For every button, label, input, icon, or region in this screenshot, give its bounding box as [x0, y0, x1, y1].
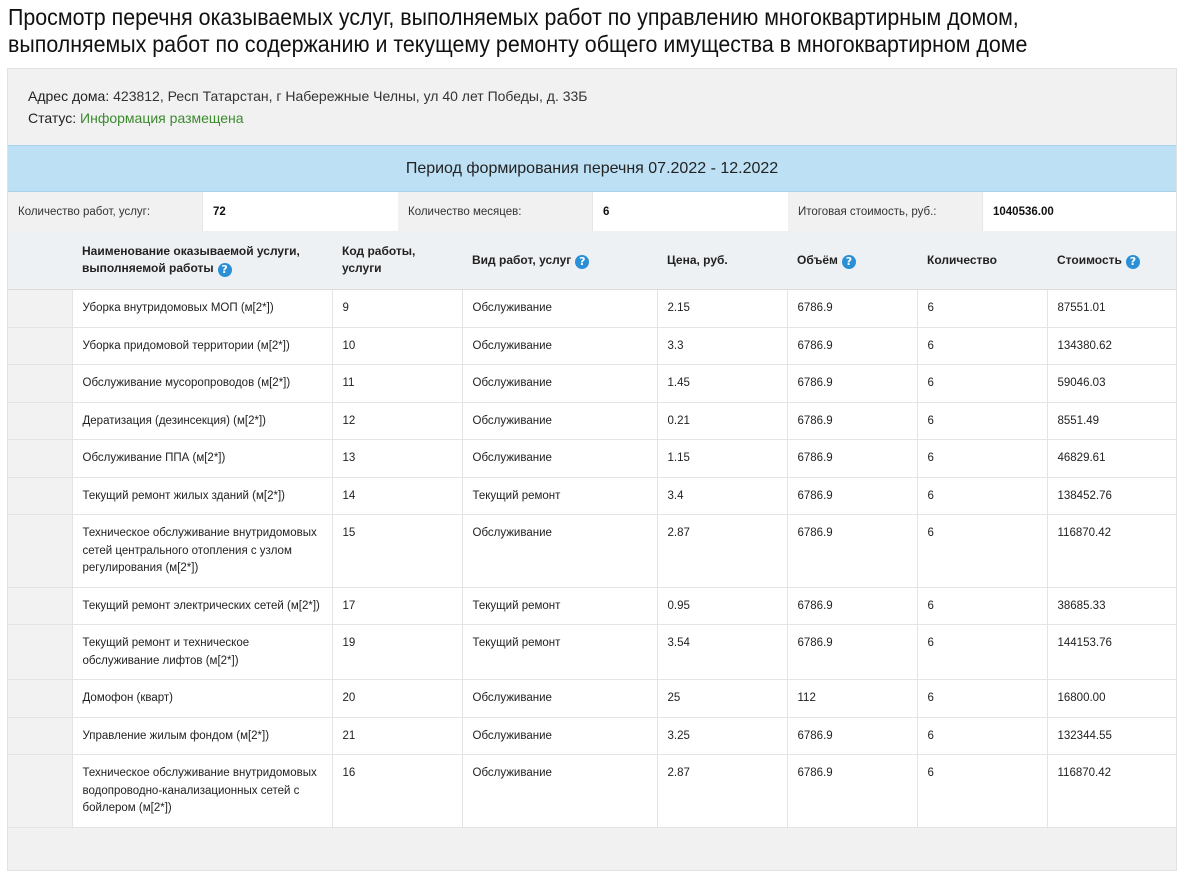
address-value: 423812, Респ Татарстан, г Набережные Челны, ул 40 лет Победы, д. 33Б — [113, 88, 588, 104]
cell-name: Обслуживание ППА (м[2*]) — [72, 440, 332, 478]
cell-name: Дератизация (дезинсекция) (м[2*]) — [72, 402, 332, 440]
cell-cost: 59046.03 — [1047, 365, 1176, 403]
works-count-label: Количество работ, услуг: — [8, 192, 203, 231]
row-gutter — [8, 402, 72, 440]
cell-type: Обслуживание — [462, 365, 657, 403]
summary-row — [8, 192, 1176, 231]
row-gutter — [8, 755, 72, 828]
cell-code: 14 — [332, 477, 462, 515]
cell-qty: 6 — [917, 515, 1047, 588]
months-count-label: Количество месяцев: — [398, 192, 593, 231]
cell-type: Текущий ремонт — [462, 625, 657, 680]
period-header: Период формирования перечня 07.2022 - 12.2022 — [8, 145, 1176, 192]
cell-code: 9 — [332, 290, 462, 328]
cell-volume: 6786.9 — [787, 290, 917, 328]
row-gutter — [8, 515, 72, 588]
page-title: Просмотр перечня оказываемых услуг, выполняемых работ по управлению многоквартирным домом, выполняемых работ по содержанию и текущему ремонту общего имущества в многоквартирном доме — [8, 4, 1028, 57]
table-row — [8, 587, 1176, 625]
cell-code: 12 — [332, 402, 462, 440]
cell-code: 15 — [332, 515, 462, 588]
cell-name: Текущий ремонт и техническое обслуживание лифтов (м[2*]) — [72, 625, 332, 680]
cell-qty: 6 — [917, 327, 1047, 365]
cell-volume: 112 — [787, 680, 917, 718]
cell-price: 0.21 — [657, 402, 787, 440]
header-volume: Объём ? — [787, 231, 917, 290]
row-gutter — [8, 327, 72, 365]
cell-code: 21 — [332, 717, 462, 755]
table-row — [8, 365, 1176, 403]
row-gutter — [8, 587, 72, 625]
table-header-row — [8, 231, 1176, 290]
header-code: Код работы, услуги — [332, 231, 462, 290]
cell-cost: 116870.42 — [1047, 755, 1176, 828]
status-line — [28, 109, 244, 127]
table-row — [8, 440, 1176, 478]
cell-cost: 87551.01 — [1047, 290, 1176, 328]
total-cost-label: Итоговая стоимость, руб.: — [788, 192, 983, 231]
table-row — [8, 515, 1176, 588]
table-row — [8, 327, 1176, 365]
cell-cost: 138452.76 — [1047, 477, 1176, 515]
cell-name: Управление жилым фондом (м[2*]) — [72, 717, 332, 755]
cell-name: Уборка придомовой территории (м[2*]) — [72, 327, 332, 365]
cell-cost: 16800.00 — [1047, 680, 1176, 718]
table-row — [8, 290, 1176, 328]
cell-type: Текущий ремонт — [462, 587, 657, 625]
cell-name: Текущий ремонт жилых зданий (м[2*]) — [72, 477, 332, 515]
header-name: Наименование оказываемой услуги, выполняемой работы ? — [72, 231, 332, 290]
table-row — [8, 402, 1176, 440]
cell-volume: 6786.9 — [787, 587, 917, 625]
cell-cost: 8551.49 — [1047, 402, 1176, 440]
cell-type: Обслуживание — [462, 515, 657, 588]
row-gutter — [8, 717, 72, 755]
cell-code: 11 — [332, 365, 462, 403]
cell-name: Обслуживание мусоропроводов (м[2*]) — [72, 365, 332, 403]
row-gutter — [8, 290, 72, 328]
cell-volume: 6786.9 — [787, 440, 917, 478]
cell-name: Уборка внутридомовых МОП (м[2*]) — [72, 290, 332, 328]
cell-price: 3.3 — [657, 327, 787, 365]
cell-qty: 6 — [917, 625, 1047, 680]
header-qty: Количество — [917, 231, 1047, 290]
total-cost-value: 1040536.00 — [983, 192, 1176, 231]
table-row — [8, 755, 1176, 828]
row-gutter — [8, 440, 72, 478]
cell-name: Домофон (кварт) — [72, 680, 332, 718]
cell-type: Обслуживание — [462, 755, 657, 828]
address-line — [28, 87, 587, 105]
cell-volume: 6786.9 — [787, 515, 917, 588]
help-icon[interactable]: ? — [842, 255, 856, 269]
cell-type: Обслуживание — [462, 402, 657, 440]
row-gutter — [8, 477, 72, 515]
cell-qty: 6 — [917, 717, 1047, 755]
cell-price: 0.95 — [657, 587, 787, 625]
works-count-value: 72 — [203, 192, 398, 231]
cell-cost: 144153.76 — [1047, 625, 1176, 680]
cell-price: 25 — [657, 680, 787, 718]
address-label: Адрес дома: — [28, 88, 110, 104]
months-count-value: 6 — [593, 192, 788, 231]
cell-price: 1.45 — [657, 365, 787, 403]
cell-name: Техническое обслуживание внутридомовых водопроводно-канализационных сетей с бойлером (м[2*]) — [72, 755, 332, 828]
cell-qty: 6 — [917, 587, 1047, 625]
cell-name: Техническое обслуживание внутридомовых сетей центрального отопления с узлом регулирования (м[2*]) — [72, 515, 332, 588]
header-price: Цена, руб. — [657, 231, 787, 290]
cell-type: Обслуживание — [462, 717, 657, 755]
cell-code: 16 — [332, 755, 462, 828]
cell-qty: 6 — [917, 290, 1047, 328]
cell-code: 10 — [332, 327, 462, 365]
cell-price: 1.15 — [657, 440, 787, 478]
cell-price: 2.87 — [657, 755, 787, 828]
cell-cost: 116870.42 — [1047, 515, 1176, 588]
cell-code: 17 — [332, 587, 462, 625]
cell-type: Обслуживание — [462, 290, 657, 328]
cell-cost: 46829.61 — [1047, 440, 1176, 478]
table-row — [8, 680, 1176, 718]
table-row — [8, 625, 1176, 680]
help-icon[interactable]: ? — [575, 255, 589, 269]
cell-qty: 6 — [917, 477, 1047, 515]
services-panel — [7, 68, 1177, 871]
cell-volume: 6786.9 — [787, 717, 917, 755]
row-gutter — [8, 680, 72, 718]
cell-volume: 6786.9 — [787, 755, 917, 828]
cell-volume: 6786.9 — [787, 365, 917, 403]
help-icon[interactable]: ? — [1126, 255, 1140, 269]
services-table — [8, 231, 1176, 828]
cell-price: 2.15 — [657, 290, 787, 328]
cell-volume: 6786.9 — [787, 327, 917, 365]
cell-name: Текущий ремонт электрических сетей (м[2*]) — [72, 587, 332, 625]
cell-code: 13 — [332, 440, 462, 478]
cell-qty: 6 — [917, 365, 1047, 403]
header-type: Вид работ, услуг ? — [462, 231, 657, 290]
row-gutter — [8, 365, 72, 403]
header-cost: Стоимость ? — [1047, 231, 1176, 290]
cell-qty: 6 — [917, 440, 1047, 478]
table-row — [8, 717, 1176, 755]
cell-qty: 6 — [917, 755, 1047, 828]
cell-type: Обслуживание — [462, 327, 657, 365]
cell-code: 20 — [332, 680, 462, 718]
cell-volume: 6786.9 — [787, 402, 917, 440]
cell-volume: 6786.9 — [787, 625, 917, 680]
cell-type: Текущий ремонт — [462, 477, 657, 515]
cell-qty: 6 — [917, 680, 1047, 718]
cell-cost: 132344.55 — [1047, 717, 1176, 755]
cell-type: Обслуживание — [462, 680, 657, 718]
cell-cost: 134380.62 — [1047, 327, 1176, 365]
table-row — [8, 477, 1176, 515]
cell-price: 3.25 — [657, 717, 787, 755]
row-gutter — [8, 625, 72, 680]
help-icon[interactable]: ? — [218, 263, 232, 277]
cell-price: 2.87 — [657, 515, 787, 588]
cell-type: Обслуживание — [462, 440, 657, 478]
header-gutter — [8, 231, 72, 290]
status-label: Статус: — [28, 110, 77, 126]
cell-cost: 38685.33 — [1047, 587, 1176, 625]
status-value: Информация размещена — [80, 110, 244, 126]
cell-qty: 6 — [917, 402, 1047, 440]
cell-price: 3.54 — [657, 625, 787, 680]
cell-code: 19 — [332, 625, 462, 680]
cell-volume: 6786.9 — [787, 477, 917, 515]
cell-price: 3.4 — [657, 477, 787, 515]
